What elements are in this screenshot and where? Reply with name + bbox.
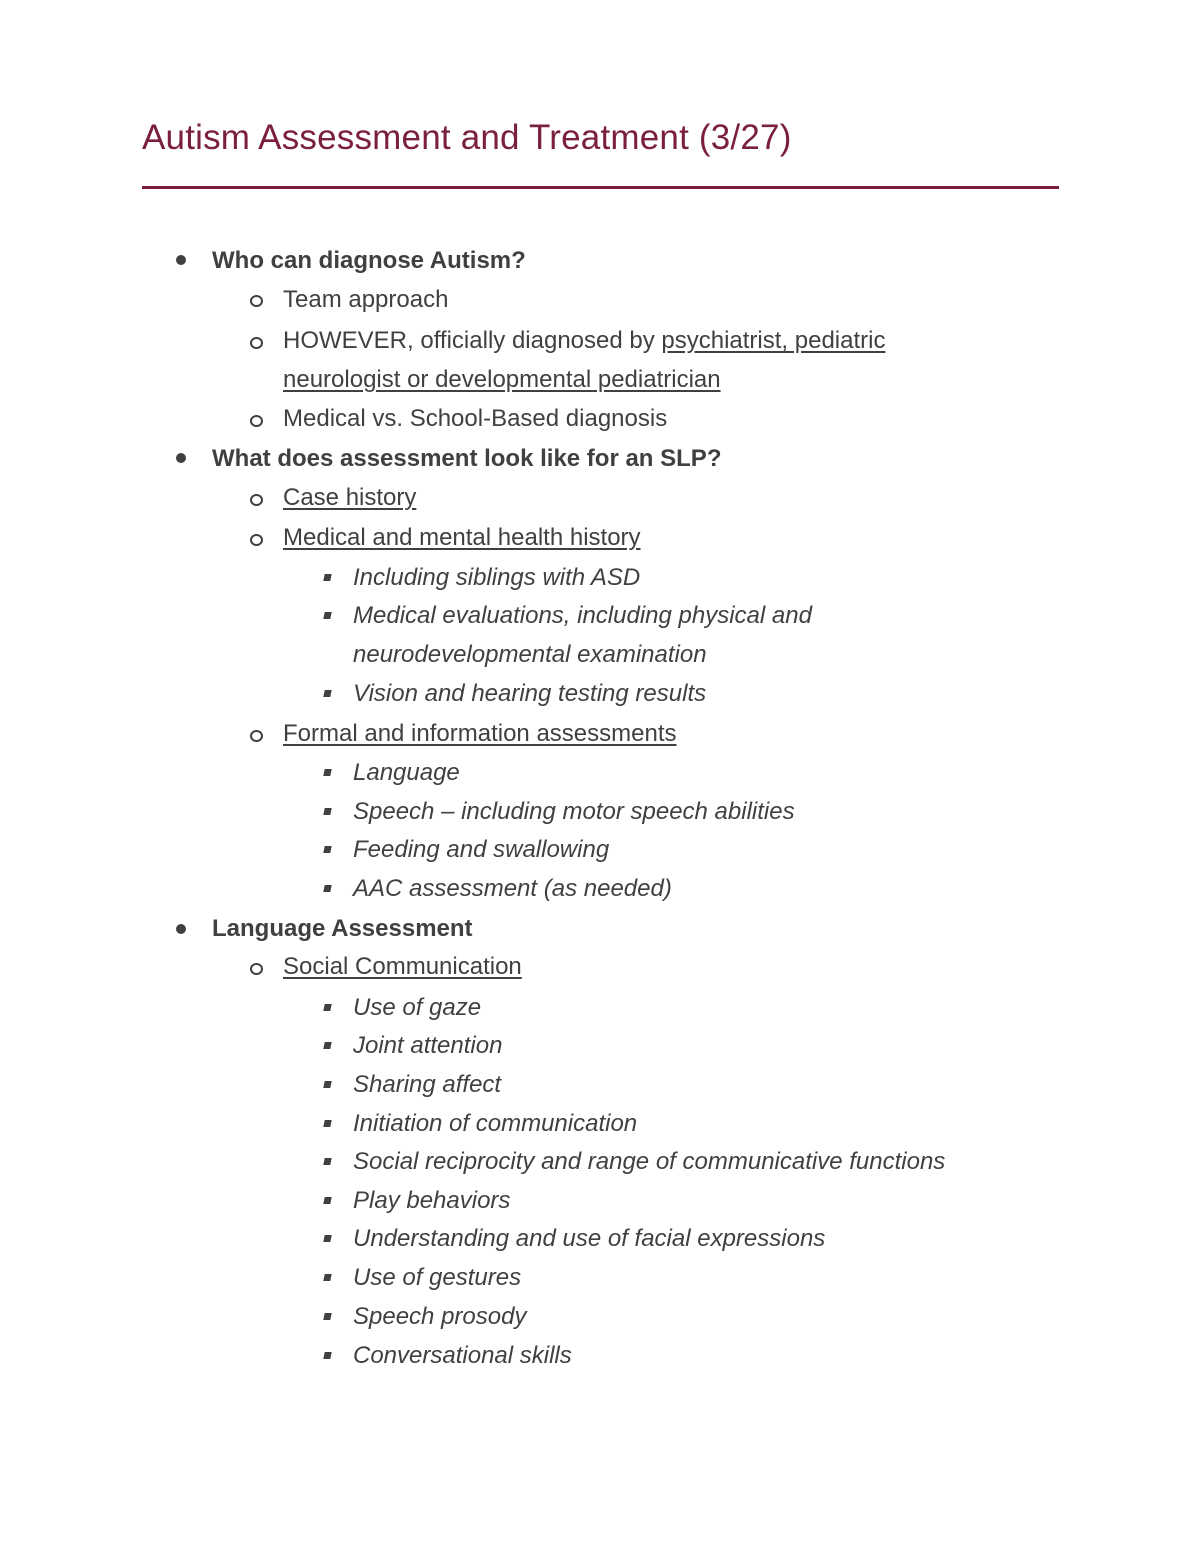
sub-list-item: Medical evaluations, including physical and — [353, 602, 812, 629]
bullet-square-icon — [323, 1081, 331, 1088]
list-item: Medical and mental health history — [283, 524, 641, 551]
sub-list-item: Initiation of communication — [353, 1110, 638, 1137]
bullet-square-icon — [323, 846, 331, 853]
bullet-square-icon — [323, 1274, 331, 1281]
bullet-dot-icon — [176, 255, 186, 265]
bullet-square-icon — [323, 1313, 331, 1320]
bullet-circle-icon — [250, 730, 263, 742]
sub-list-item: Conversational skills — [353, 1342, 572, 1369]
bullet-square-icon — [323, 885, 331, 892]
bullet-square-icon — [323, 574, 331, 581]
bullet-square-icon — [323, 1004, 331, 1011]
list-item: Social Communication — [283, 953, 522, 980]
sub-list-item: Feeding and swallowing — [353, 836, 610, 863]
bullet-square-icon — [323, 808, 331, 815]
bullet-circle-icon — [250, 963, 263, 975]
sub-list-item: Use of gestures — [353, 1264, 522, 1291]
bullet-circle-icon — [250, 494, 263, 506]
list-item: Medical vs. School-Based diagnosis — [283, 405, 668, 432]
list-item: Case history — [283, 484, 417, 511]
bullet-circle-icon — [250, 415, 263, 427]
section-heading: Who can diagnose Autism? — [212, 247, 526, 274]
section-heading: What does assessment look like for an SLP? — [212, 445, 722, 472]
bullet-circle-icon — [250, 337, 263, 349]
title-rule — [142, 186, 1059, 189]
sub-list-item-continuation: neurodevelopmental examination — [353, 641, 707, 668]
bullet-square-icon — [323, 612, 331, 619]
bullet-square-icon — [323, 690, 331, 697]
bullet-dot-icon — [176, 924, 186, 934]
sub-list-item: Vision and hearing testing results — [353, 680, 707, 707]
sub-list-item: Including siblings with ASD — [353, 564, 641, 591]
bullet-square-icon — [323, 1235, 331, 1242]
sub-list-item: Social reciprocity and range of communicative functions — [353, 1148, 946, 1175]
list-item-continuation: neurologist or developmental pediatrician — [283, 366, 721, 393]
sub-list-item: Play behaviors — [353, 1187, 511, 1214]
list-item — [283, 322, 885, 360]
page-title: Autism Assessment and Treatment (3/27) — [142, 118, 792, 157]
sub-list-item: Speech – including motor speech abilities — [353, 798, 795, 825]
bullet-square-icon — [323, 769, 331, 776]
section-heading: Language Assessment — [212, 915, 473, 942]
list-item-underlined: psychiatrist, pediatric — [661, 327, 886, 354]
list-item-text: HOWEVER, officially diagnosed by — [283, 327, 662, 354]
list-item: Formal and information assessments — [283, 720, 677, 747]
bullet-square-icon — [323, 1120, 331, 1127]
sub-list-item: Use of gaze — [353, 994, 482, 1021]
bullet-circle-icon — [250, 295, 263, 307]
bullet-square-icon — [323, 1197, 331, 1204]
sub-list-item: AAC assessment (as needed) — [353, 875, 672, 902]
bullet-square-icon — [323, 1042, 331, 1049]
sub-list-item: Language — [353, 759, 460, 786]
sub-list-item: Understanding and use of facial expressions — [353, 1225, 826, 1252]
list-item: Team approach — [283, 286, 449, 313]
sub-list-item: Joint attention — [353, 1032, 503, 1059]
sub-list-item: Speech prosody — [353, 1303, 527, 1330]
sub-list-item: Sharing affect — [353, 1071, 502, 1098]
bullet-square-icon — [323, 1158, 331, 1165]
bullet-dot-icon — [176, 453, 186, 463]
bullet-square-icon — [323, 1352, 331, 1359]
bullet-circle-icon — [250, 534, 263, 546]
